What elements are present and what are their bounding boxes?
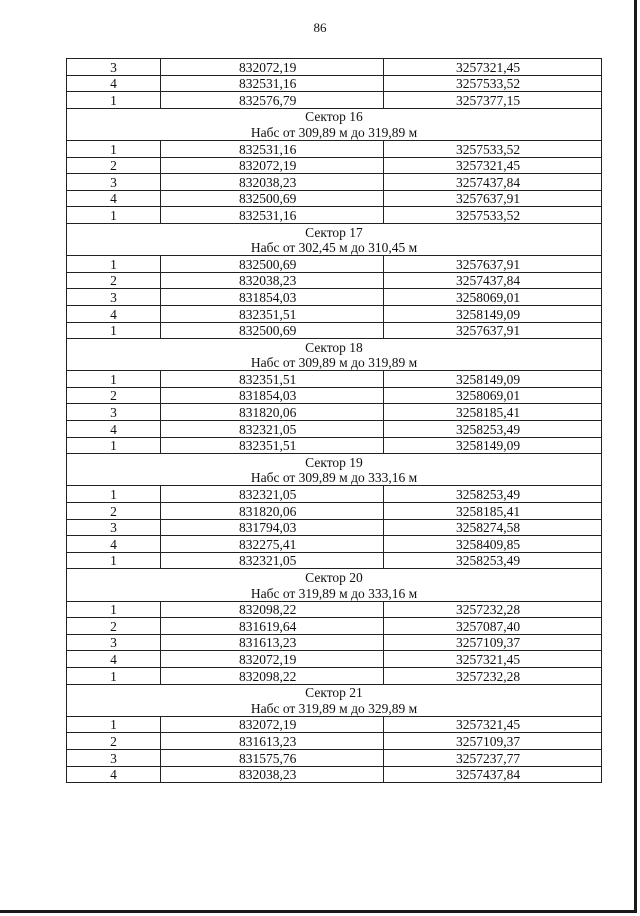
sector-title: Сектор 20 — [67, 569, 602, 585]
sector-height-range-row — [67, 240, 602, 256]
y-coordinate-cell: 3257533,52 — [384, 140, 602, 157]
point-row — [67, 601, 602, 618]
point-number-cell: 1 — [67, 667, 161, 684]
y-coordinate-cell: 3257232,28 — [384, 601, 602, 618]
point-row — [67, 207, 602, 224]
x-coordinate-cell: 832500,69 — [161, 322, 384, 339]
point-number-cell: 2 — [67, 272, 161, 289]
sector-title: Сектор 19 — [67, 454, 602, 470]
sector-height-range-row — [67, 585, 602, 601]
x-coordinate-cell: 832038,23 — [161, 766, 384, 783]
sector-title: Сектор 16 — [67, 108, 602, 124]
x-coordinate-cell: 831619,64 — [161, 618, 384, 635]
point-row — [67, 503, 602, 520]
page-number: 86 — [313, 20, 327, 35]
x-coordinate-cell: 832500,69 — [161, 256, 384, 273]
point-row — [67, 387, 602, 404]
y-coordinate-cell: 3258185,41 — [384, 404, 602, 421]
sector-title-row — [67, 108, 602, 124]
point-number-cell: 4 — [67, 421, 161, 438]
y-coordinate-cell: 3258069,01 — [384, 387, 602, 404]
point-number-cell: 1 — [67, 256, 161, 273]
point-row — [67, 92, 602, 109]
x-coordinate-cell: 832321,05 — [161, 421, 384, 438]
point-number-cell: 1 — [67, 92, 161, 109]
x-coordinate-cell: 832072,19 — [161, 157, 384, 174]
sector-height-range: Набс от 302,45 м до 310,45 м — [67, 240, 602, 256]
point-row — [67, 437, 602, 454]
y-coordinate-cell: 3257533,52 — [384, 207, 602, 224]
y-coordinate-cell: 3258149,09 — [384, 305, 602, 322]
point-number-cell: 1 — [67, 140, 161, 157]
sector-height-range: Набс от 309,89 м до 319,89 м — [67, 355, 602, 371]
y-coordinate-cell: 3258274,58 — [384, 519, 602, 536]
x-coordinate-cell: 832351,51 — [161, 371, 384, 388]
sector-title: Сектор 17 — [67, 223, 602, 239]
y-coordinate-cell: 3257437,84 — [384, 766, 602, 783]
y-coordinate-cell: 3258185,41 — [384, 503, 602, 520]
point-row — [67, 140, 602, 157]
y-coordinate-cell: 3257533,52 — [384, 75, 602, 92]
sector-title-row — [67, 454, 602, 470]
point-number-cell: 1 — [67, 207, 161, 224]
x-coordinate-cell: 831820,06 — [161, 503, 384, 520]
sector-title-row — [67, 339, 602, 355]
x-coordinate-cell: 832321,05 — [161, 552, 384, 569]
y-coordinate-cell: 3258069,01 — [384, 289, 602, 306]
point-row — [67, 733, 602, 750]
x-coordinate-cell: 832072,19 — [161, 651, 384, 668]
sector-height-range: Набс от 319,89 м до 333,16 м — [67, 585, 602, 601]
x-coordinate-cell: 832072,19 — [161, 59, 384, 76]
point-row — [67, 486, 602, 503]
point-row — [67, 305, 602, 322]
point-number-cell: 3 — [67, 174, 161, 191]
y-coordinate-cell: 3257637,91 — [384, 256, 602, 273]
y-coordinate-cell: 3257437,84 — [384, 174, 602, 191]
sector-height-range-row — [67, 355, 602, 371]
point-number-cell: 2 — [67, 618, 161, 635]
x-coordinate-cell: 832531,16 — [161, 207, 384, 224]
point-row — [67, 634, 602, 651]
y-coordinate-cell: 3257321,45 — [384, 716, 602, 733]
y-coordinate-cell: 3257232,28 — [384, 667, 602, 684]
x-coordinate-cell: 832576,79 — [161, 92, 384, 109]
y-coordinate-cell: 3257321,45 — [384, 651, 602, 668]
x-coordinate-cell: 832500,69 — [161, 190, 384, 207]
sector-title-row — [67, 223, 602, 239]
x-coordinate-cell: 831820,06 — [161, 404, 384, 421]
y-coordinate-cell: 3258409,85 — [384, 536, 602, 553]
point-number-cell: 2 — [67, 733, 161, 750]
y-coordinate-cell: 3258253,49 — [384, 486, 602, 503]
point-row — [67, 536, 602, 553]
point-number-cell: 3 — [67, 749, 161, 766]
sector-title-row — [67, 684, 602, 700]
y-coordinate-cell: 3257637,91 — [384, 322, 602, 339]
point-row — [67, 59, 602, 76]
point-number-cell: 2 — [67, 157, 161, 174]
point-row — [67, 618, 602, 635]
y-coordinate-cell: 3258253,49 — [384, 552, 602, 569]
point-number-cell: 1 — [67, 371, 161, 388]
sector-title: Сектор 18 — [67, 339, 602, 355]
point-row — [67, 174, 602, 191]
x-coordinate-cell: 832351,51 — [161, 305, 384, 322]
x-coordinate-cell: 832098,22 — [161, 667, 384, 684]
point-row — [67, 651, 602, 668]
y-coordinate-cell: 3257377,15 — [384, 92, 602, 109]
point-number-cell: 1 — [67, 552, 161, 569]
sector-height-range: Набс от 309,89 м до 333,16 м — [67, 470, 602, 486]
x-coordinate-cell: 831613,23 — [161, 634, 384, 651]
point-number-cell: 4 — [67, 305, 161, 322]
point-row — [67, 289, 602, 306]
point-number-cell: 3 — [67, 519, 161, 536]
point-number-cell: 3 — [67, 404, 161, 421]
x-coordinate-cell: 831575,76 — [161, 749, 384, 766]
sector-height-range-row — [67, 470, 602, 486]
coordinates-table — [66, 58, 602, 783]
x-coordinate-cell: 831854,03 — [161, 387, 384, 404]
point-row — [67, 75, 602, 92]
x-coordinate-cell: 832531,16 — [161, 140, 384, 157]
point-number-cell: 1 — [67, 437, 161, 454]
point-number-cell: 4 — [67, 651, 161, 668]
x-coordinate-cell: 831794,03 — [161, 519, 384, 536]
y-coordinate-cell: 3258149,09 — [384, 371, 602, 388]
y-coordinate-cell: 3257087,40 — [384, 618, 602, 635]
sector-height-range-row — [67, 124, 602, 140]
x-coordinate-cell: 832351,51 — [161, 437, 384, 454]
x-coordinate-cell: 832038,23 — [161, 174, 384, 191]
point-row — [67, 190, 602, 207]
point-number-cell: 4 — [67, 75, 161, 92]
x-coordinate-cell: 832321,05 — [161, 486, 384, 503]
x-coordinate-cell: 832531,16 — [161, 75, 384, 92]
point-row — [67, 322, 602, 339]
y-coordinate-cell: 3257109,37 — [384, 634, 602, 651]
y-coordinate-cell: 3258149,09 — [384, 437, 602, 454]
point-row — [67, 552, 602, 569]
point-number-cell: 4 — [67, 766, 161, 783]
x-coordinate-cell: 832072,19 — [161, 716, 384, 733]
point-row — [67, 404, 602, 421]
x-coordinate-cell: 832098,22 — [161, 601, 384, 618]
point-row — [67, 371, 602, 388]
point-row — [67, 272, 602, 289]
x-coordinate-cell: 831613,23 — [161, 733, 384, 750]
sector-title: Сектор 21 — [67, 684, 602, 700]
point-number-cell: 1 — [67, 601, 161, 618]
point-row — [67, 157, 602, 174]
point-number-cell: 3 — [67, 59, 161, 76]
point-number-cell: 1 — [67, 322, 161, 339]
point-number-cell: 4 — [67, 190, 161, 207]
y-coordinate-cell: 3257637,91 — [384, 190, 602, 207]
x-coordinate-cell: 832038,23 — [161, 272, 384, 289]
point-row — [67, 256, 602, 273]
y-coordinate-cell: 3257321,45 — [384, 157, 602, 174]
coordinates-table-body — [67, 59, 602, 783]
sector-height-range: Набс от 309,89 м до 319,89 м — [67, 124, 602, 140]
sector-height-range-row — [67, 700, 602, 716]
y-coordinate-cell: 3257237,77 — [384, 749, 602, 766]
point-row — [67, 749, 602, 766]
point-row — [67, 766, 602, 783]
x-coordinate-cell: 831854,03 — [161, 289, 384, 306]
point-number-cell: 1 — [67, 716, 161, 733]
point-number-cell: 2 — [67, 503, 161, 520]
y-coordinate-cell: 3257321,45 — [384, 59, 602, 76]
point-number-cell: 3 — [67, 289, 161, 306]
x-coordinate-cell: 832275,41 — [161, 536, 384, 553]
point-number-cell: 3 — [67, 634, 161, 651]
point-number-cell: 1 — [67, 486, 161, 503]
point-number-cell: 4 — [67, 536, 161, 553]
y-coordinate-cell: 3258253,49 — [384, 421, 602, 438]
point-number-cell: 2 — [67, 387, 161, 404]
point-row — [67, 421, 602, 438]
sector-title-row — [67, 569, 602, 585]
y-coordinate-cell: 3257437,84 — [384, 272, 602, 289]
point-row — [67, 667, 602, 684]
point-row — [67, 519, 602, 536]
sector-height-range: Набс от 319,89 м до 329,89 м — [67, 700, 602, 716]
point-row — [67, 716, 602, 733]
y-coordinate-cell: 3257109,37 — [384, 733, 602, 750]
